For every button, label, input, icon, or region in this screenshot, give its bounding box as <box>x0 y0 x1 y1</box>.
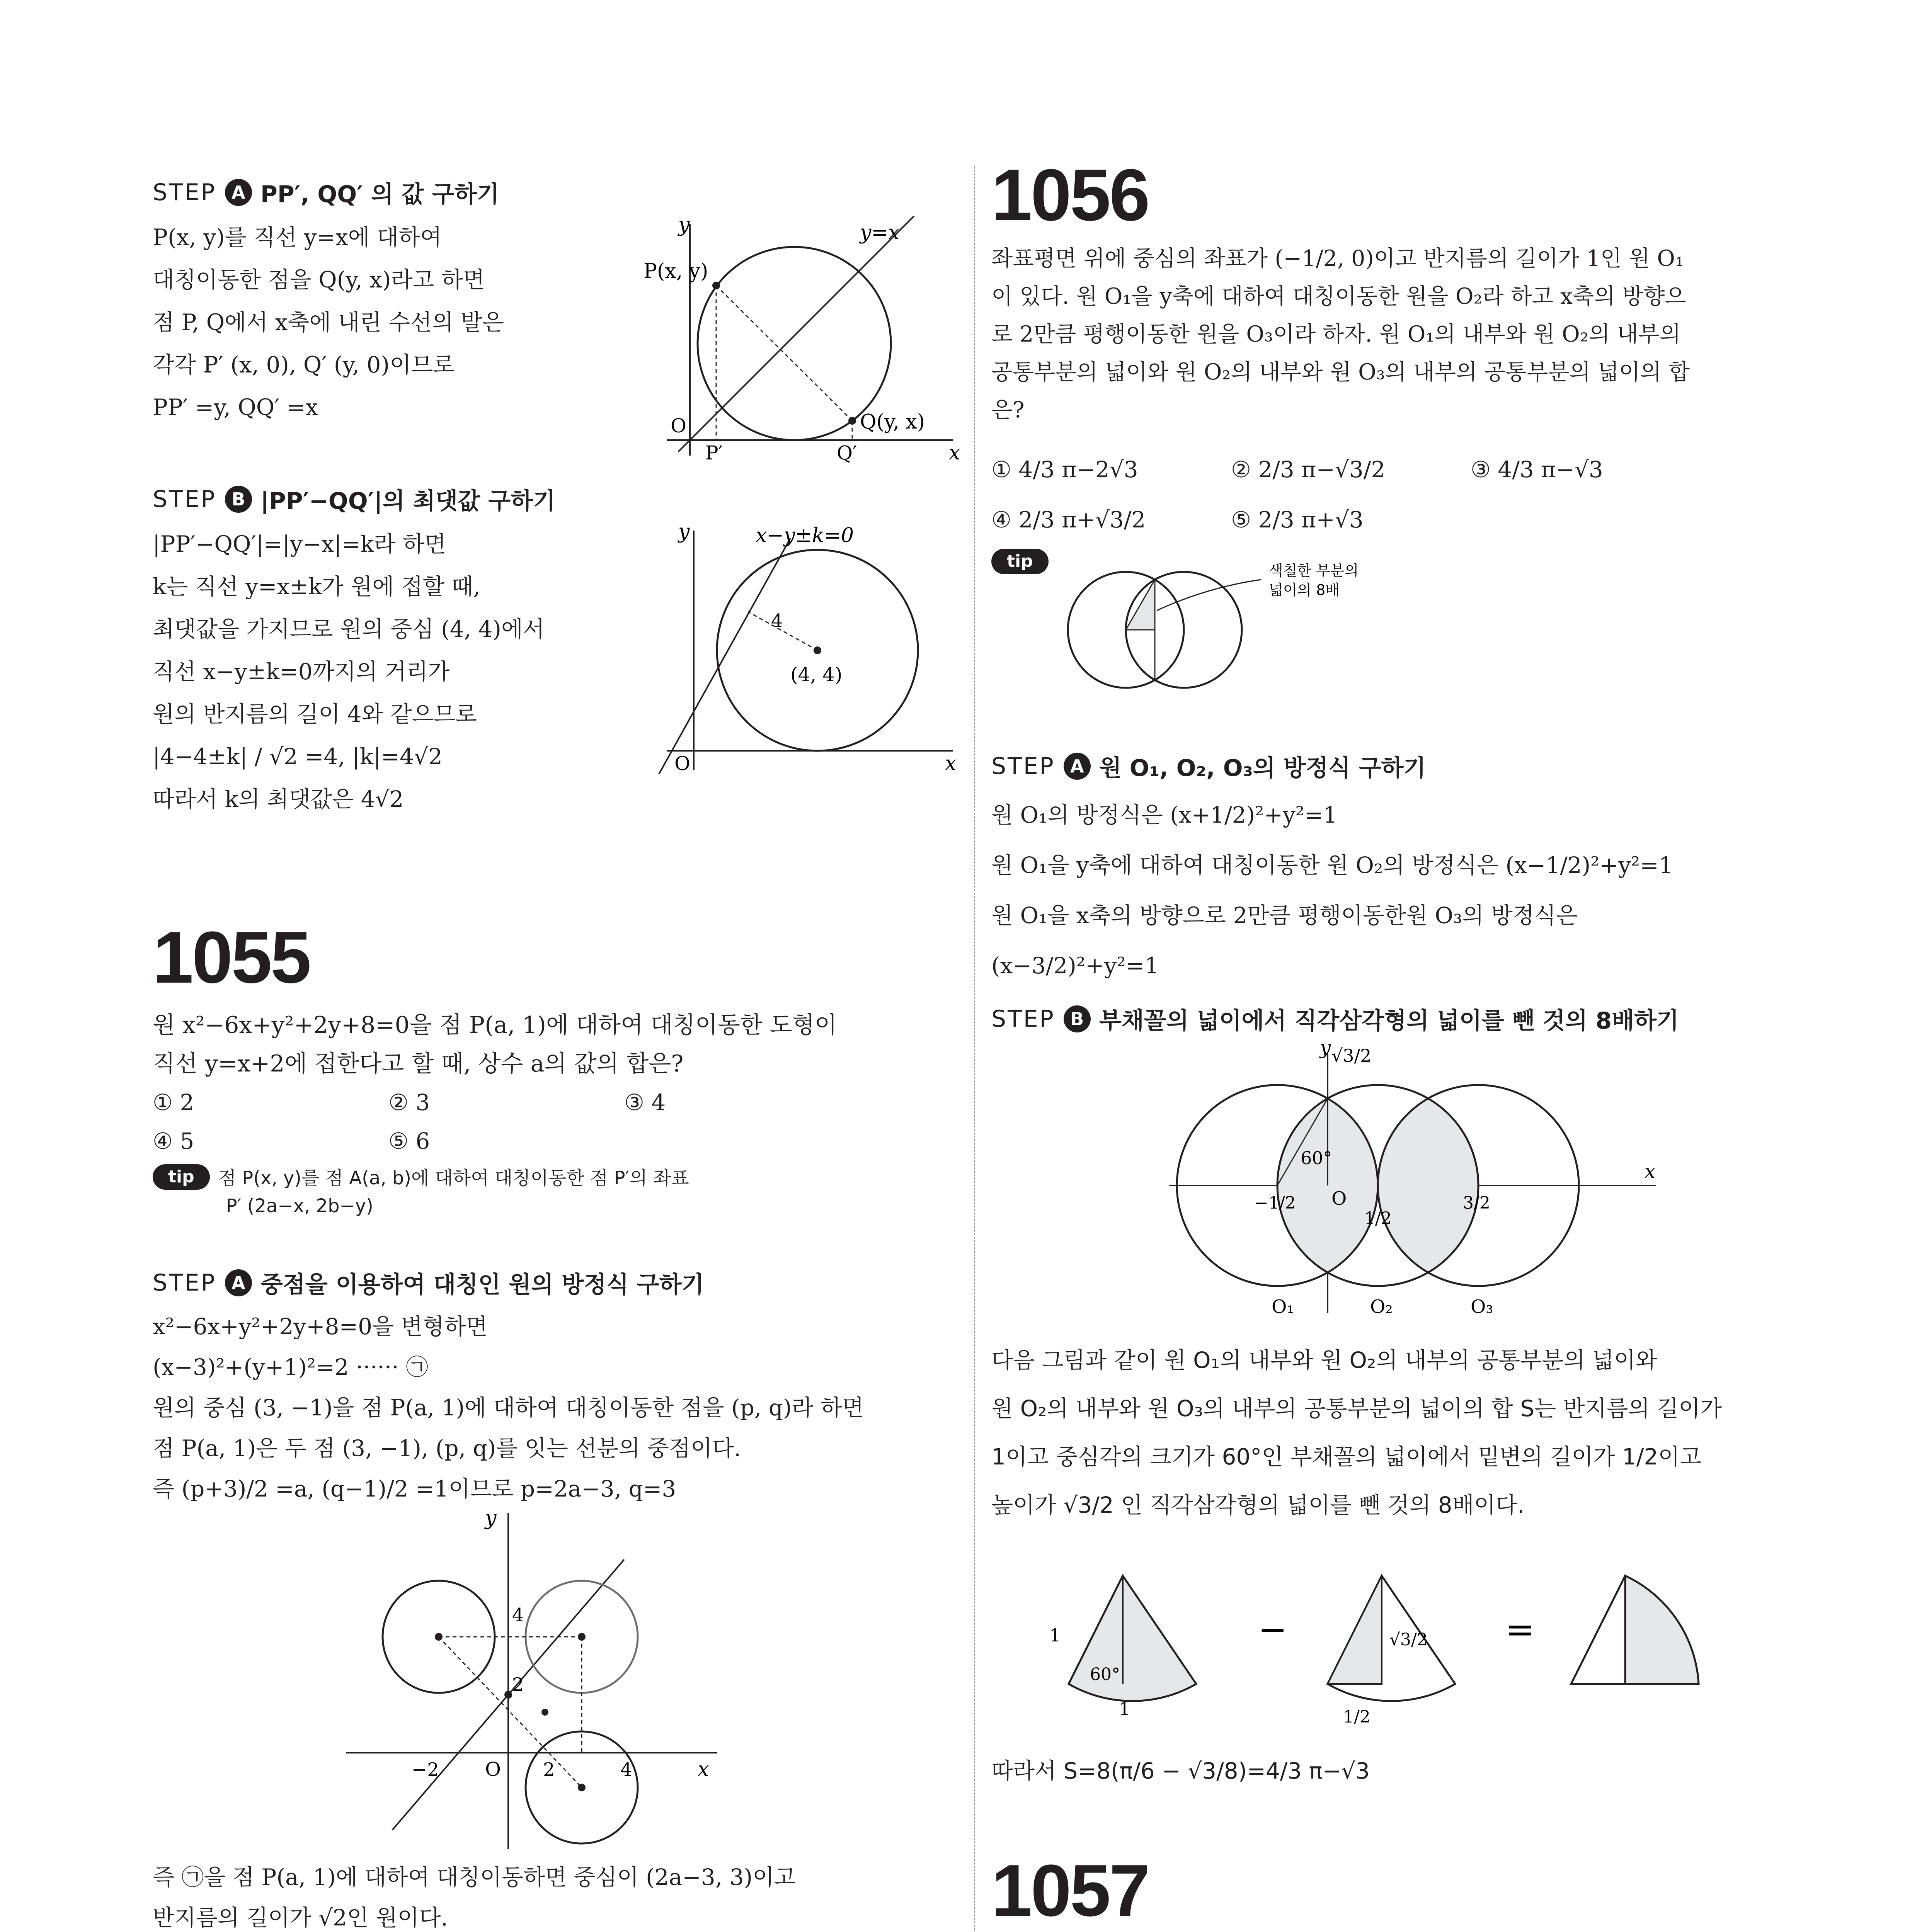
step-word: STEP <box>991 1005 1055 1032</box>
tip-line: 점 P(x, y)를 점 A(a, b)에 대하여 대칭이동한 점 P′의 좌표 <box>218 1167 689 1189</box>
text-line: 원의 중심 (3, −1)을 점 P(a, 1)에 대하여 대칭이동한 점을 (p, q)라 하면 <box>153 1395 864 1421</box>
angle-label: 60° <box>1090 1665 1120 1684</box>
question-line: 이 있다. 원 O₁을 y축에 대하여 대칭이동한 원을 O₂라 하고 x축의 방향으 <box>991 284 1686 309</box>
text-line: 대칭이동한 점을 Q(y, x)라고 하면 <box>153 267 485 293</box>
question-line: 좌표평면 위에 중심의 좌표가 (−1/2, 0)이고 반지름의 길이가 1인 원 O₁ <box>991 246 1684 271</box>
tick-y-4: 4 <box>512 1604 524 1626</box>
text-line: P(x, y)를 직선 y=x에 대하여 <box>153 224 442 250</box>
origin-label: O <box>671 415 686 437</box>
text-line: 각각 P′ (x, 0), Q′ (y, 0)이므로 <box>153 352 455 378</box>
problem-1056-question <box>991 240 1811 429</box>
choice-5[interactable]: ⑤ 6 <box>388 1128 430 1154</box>
line-label: x−y±k=0 <box>756 524 854 547</box>
text-line: (x−3)²+(y+1)²=2 ······ ㉠ <box>153 1354 429 1380</box>
text-line: 다음 그림과 같이 원 O₁의 내부와 원 O₂의 내부의 공통부분의 넓이와 <box>991 1347 1657 1373</box>
conclusion-line: 따라서 S=8(π/6 − √3/8)=4/3 π−√3 <box>991 1758 1370 1784</box>
step-badge: A <box>225 179 252 206</box>
step-badge: A <box>225 1269 252 1296</box>
text-line: (x−3/2)²+y²=1 <box>991 952 1159 979</box>
step-b-heading <box>153 483 960 516</box>
text-line: 원 O₁을 x축의 방향으로 2만큼 평행이동한원 O₃의 방정식은 <box>991 902 1578 929</box>
axis-label-y: y <box>485 1509 497 1530</box>
tick-y-2: 2 <box>512 1674 524 1696</box>
axis-label-y: y <box>678 523 690 543</box>
center-label: (4, 4) <box>790 663 843 686</box>
origin-label: O <box>674 752 690 775</box>
tip-box <box>153 1164 960 1220</box>
question-line: 공통부분의 넓이와 원 O₂의 내부와 원 O₃의 내부의 공통부분의 넓이의 합 <box>991 359 1690 385</box>
step-title: 원 O₁, O₂, O₃의 방정식 구하기 <box>1099 755 1426 782</box>
problem-number: 1056 <box>991 154 1149 236</box>
axis-label-y: y <box>678 216 690 236</box>
step-a-heading <box>153 1266 960 1299</box>
tick-x-mhalf: −1/2 <box>1254 1193 1296 1213</box>
step-badge: A <box>1064 753 1091 780</box>
circle-label-o1: O₁ <box>1272 1296 1294 1318</box>
step-a-text <box>991 790 1811 991</box>
step-badge: B <box>1064 1005 1091 1032</box>
step-title: |PP′−QQ′|의 최댓값 구하기 <box>260 488 556 515</box>
step-word: STEP <box>153 179 216 206</box>
base-half-label: 1/2 <box>1343 1707 1371 1727</box>
problem-number: 1055 <box>153 917 310 998</box>
foot-label-q: Q′ <box>837 442 857 463</box>
step-word: STEP <box>153 1269 216 1296</box>
choice-4[interactable]: ④ 5 <box>153 1128 194 1154</box>
step-word: STEP <box>153 486 216 513</box>
tip-line: P′ (2a−x, 2b−y) <box>226 1195 373 1217</box>
sector-minus-triangle-figure <box>991 1545 1726 1738</box>
step-title: PP′, QQ′ 의 값 구하기 <box>260 181 499 208</box>
tip-badge: tip <box>991 549 1049 574</box>
choice-1[interactable]: ① 2 <box>153 1089 194 1116</box>
step-title: 부채꼴의 넓이에서 직각삼각형의 넓이를 뺀 것의 8배하기 <box>1099 1007 1679 1034</box>
step-a-heading <box>991 750 1811 783</box>
line-label: y=x <box>860 221 900 244</box>
tip-note-line: 넓이의 8배 <box>1268 582 1340 599</box>
three-circles-figure <box>1169 1043 1672 1321</box>
choice-3[interactable]: ③ 4/3 π−√3 <box>1471 456 1603 483</box>
overlapping-circles-tip-figure <box>1060 549 1408 703</box>
base-label: 1 <box>1119 1698 1130 1719</box>
problem-number: 1057 <box>991 1850 1149 1932</box>
problem-1055-question <box>153 1006 960 1083</box>
circle-label-o2: O₂ <box>1370 1296 1393 1318</box>
answer-choices <box>991 444 1811 545</box>
circle-label-o3: O₃ <box>1471 1296 1493 1318</box>
text-line: k는 직선 y=x±k가 원에 접할 때, <box>153 573 480 600</box>
text-line: 높이가 √3/2 인 직각삼각형의 넓이를 뺀 것의 8배이다. <box>991 1492 1525 1518</box>
text-line: 원 O₂의 내부와 원 O₃의 내부의 공통부분의 넓이의 합 S는 반지름의 길이가 <box>991 1395 1722 1422</box>
axis-label-x: x <box>945 752 957 775</box>
text-line: 원 O₁을 y축에 대하여 대칭이동한 원 O₂의 방정식은 (x−1/2)²+y²=1 <box>991 852 1673 878</box>
tick-x-half: 1/2 <box>1364 1209 1392 1228</box>
tangent-circle-figure <box>644 523 960 778</box>
circle-reflection-figure <box>644 216 960 463</box>
text-line: 점 P, Q에서 x축에 내린 수선의 발은 <box>153 309 504 335</box>
step-a-text <box>153 1306 960 1509</box>
text-line: 점 P(a, 1)은 두 점 (3, −1), (p, q)를 잇는 선분의 중점이다. <box>153 1435 741 1461</box>
tick-x-3half: 3/2 <box>1463 1193 1490 1213</box>
y-value-label: √3/2 <box>1331 1045 1372 1066</box>
minus-sign: − <box>1258 1609 1287 1650</box>
after-figure-text <box>153 1857 960 1932</box>
step-b-text <box>153 523 636 820</box>
choice-4[interactable]: ④ 2/3 π+√3/2 <box>991 507 1146 533</box>
tick-x-m2: −2 <box>412 1759 439 1781</box>
text-line: 원 O₁의 방정식은 (x+1/2)²+y²=1 <box>991 802 1338 828</box>
answer-choices <box>153 1083 960 1160</box>
left-column <box>153 176 960 1932</box>
step-badge: B <box>225 486 252 513</box>
text-line: 즉 ㉠을 점 P(a, 1)에 대하여 대칭이동하면 중심이 (2a−3, 3)이고 <box>153 1864 796 1890</box>
axis-label-x: x <box>1645 1160 1656 1182</box>
choice-2[interactable]: ② 3 <box>388 1089 430 1116</box>
right-column <box>991 154 1811 1932</box>
choice-2[interactable]: ② 2/3 π−√3/2 <box>1231 456 1386 483</box>
question-line: 은? <box>991 397 1025 423</box>
text-line: 최댓값을 가지므로 원의 중심 (4, 4)에서 <box>153 616 545 642</box>
text-line: 반지름의 길이가 √2인 원이다. <box>153 1905 448 1931</box>
explanation-text <box>991 1336 1811 1529</box>
step-a-heading <box>153 176 960 209</box>
symmetric-circles-figure <box>315 1509 721 1857</box>
tick-x-4: 4 <box>620 1759 632 1781</box>
equals-sign: = <box>1505 1609 1535 1650</box>
axis-label-x: x <box>698 1758 709 1781</box>
text-line: 따라서 k의 최댓값은 4√2 <box>153 786 404 812</box>
column-divider <box>974 166 975 1932</box>
text-line: 직선 x−y±k=0까지의 거리가 <box>153 658 450 685</box>
point-label-p: P(x, y) <box>644 260 708 283</box>
text-line: x²−6x+y²+2y+8=0을 변형하면 <box>153 1313 488 1340</box>
text-line: 1이고 중심각의 크기가 60°인 부채꼴의 넓이에서 밑변의 길이가 1/2이고 <box>991 1444 1702 1470</box>
foot-label-p: P′ <box>705 442 723 463</box>
point-label-q: Q(y, x) <box>860 410 925 434</box>
origin-label: O <box>485 1758 501 1781</box>
text-line: 즉 (p+3)/2 =a, (q−1)/2 =1이므로 p=2a−3, q=3 <box>153 1476 676 1502</box>
radius-label: 1 <box>1049 1625 1061 1646</box>
step-word: STEP <box>991 753 1055 780</box>
axis-label-x: x <box>949 441 960 463</box>
choice-3[interactable]: ③ 4 <box>624 1089 666 1116</box>
choice-5[interactable]: ⑤ 2/3 π+√3 <box>1231 507 1364 533</box>
tip-note-line: 색칠한 부분의 <box>1268 562 1359 579</box>
axis-label-y: y <box>1320 1043 1331 1059</box>
origin-label: O <box>1331 1188 1347 1209</box>
text-line: 원의 반지름의 길이 4와 같으므로 <box>153 701 477 727</box>
step-a-text <box>153 216 616 463</box>
radius-label: 4 <box>771 610 783 632</box>
question-line: 직선 y=x+2에 접한다고 할 때, 상수 a의 값의 합은? <box>153 1050 684 1077</box>
tip-badge: tip <box>153 1164 210 1190</box>
choice-1[interactable]: ① 4/3 π−2√3 <box>991 456 1138 483</box>
step-title: 중점을 이용하여 대칭인 원의 방정식 구하기 <box>260 1271 704 1298</box>
question-line: 원 x²−6x+y²+2y+8=0을 점 P(a, 1)에 대하여 대칭이동한 도형이 <box>153 1012 837 1039</box>
tick-x-2: 2 <box>543 1759 555 1781</box>
text-line: |PP′−QQ′|=|y−x|=k라 하면 <box>153 531 446 557</box>
question-line: 로 2만큼 평행이동한 원을 O₃이라 하자. 원 O₁의 내부와 원 O₂의 내부의 <box>991 321 1681 347</box>
text-line: |4−4±k| / √2 =4, |k|=4√2 <box>153 743 443 770</box>
angle-label: 60° <box>1301 1148 1332 1168</box>
height-label: √3/2 <box>1389 1630 1428 1650</box>
text-line: PP′ =y, QQ′ =x <box>153 394 318 420</box>
step-b-heading <box>991 1002 1811 1036</box>
